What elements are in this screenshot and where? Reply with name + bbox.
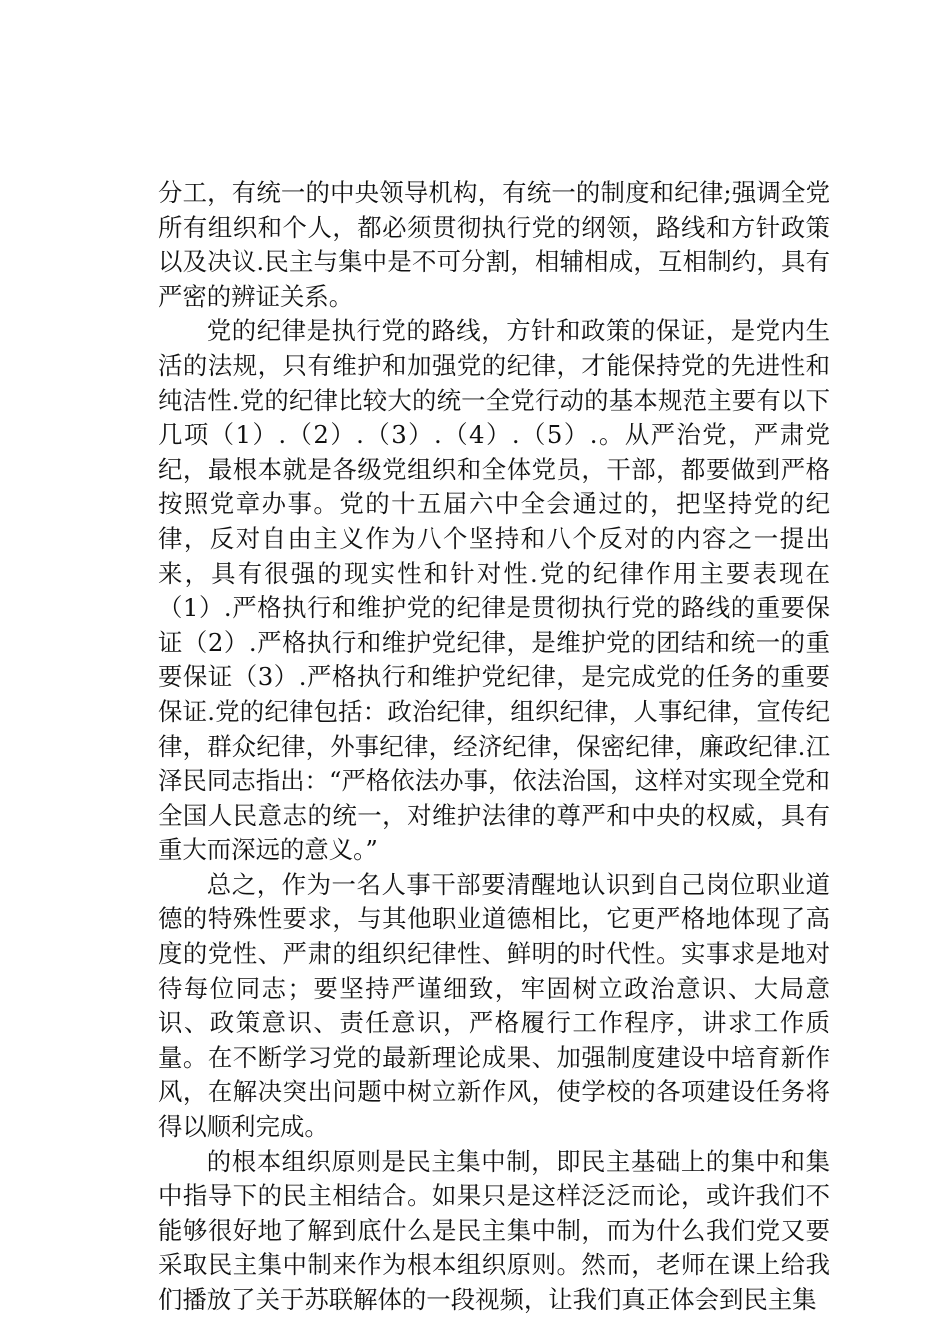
paragraph-3: 总之，作为一名人事干部要清醒地认识到自己岗位职业道德的特殊性要求，与其他职业道德相比，它更严格地体现了高度的党性、严肃的组织纪律性、鲜明的时代性。实事求是地对待每位同志；要坚持严谨细致，牢固树立政治意识、大局意识、政策意识、责任意识，严格履行工作程序，讲求工作质量。在不断学习党的最新理论成果、加强制度建设中培育新作风，在解决突出问题中树立新作风，使学校的各项建设任务将得以顺利完成。 — [158, 869, 830, 1142]
paragraph-4: 的根本组织原则是民主集中制，即民主基础上的集中和集中指导下的民主相结合。如果只是这样泛泛而论，或许我们不能够很好地了解到底什么是民主集中制，而为什么我们党又要采取民主集中制来作为根本组织原则。然而，老师在课上给我们播放了关于苏联解体的一段视频，让我们真正体会到民主集 — [158, 1146, 830, 1314]
paragraph-2: 党的纪律是执行党的路线，方针和政策的保证，是党内生活的法规，只有维护和加强党的纪律，才能保持党的先进性和纯洁性.党的纪律比较大的统一全党行动的基本规范主要有以下几项（1）.（2）.（3）.（4）.（5）.。从严治党，严肃党纪，最根本就是各级党组织和全体党员，干部，都要做到严格按照党章办事。党的十五届六中全会通过的，把坚持党的纪律，反对自由主义作为八个坚持和八个反对的内容之一提出来，具有很强的现实性和针对性.党的纪律作用主要表现在（1）.严格执行和维护党的纪律是贯彻执行党的路线的重要保证（2）.严格执行和维护党纪律，是维护党的团结和统一的重要保证（3）.严格执行和维护党纪律，是完成党的任务的重要保证.党的纪律包括：政治纪律，组织纪律，人事纪律，宣传纪律，群众纪律，外事纪律，经济纪律，保密纪律，廉政纪律.江泽民同志指出：“严格依法办事，依法治国，这样对实现全党和全国人民意志的统一，对维护法律的尊严和中央的权威，具有重大而深远的意义。” — [158, 316, 830, 865]
document-body — [158, 176, 830, 1318]
paragraph-1: 分工，有统一的中央领导机构，有统一的制度和纪律;强调全党所有组织和个人，都必须贯彻执行党的纲领，路线和方针政策以及决议.民主与集中是不可分割，相辅相成，互相制约，具有严密的辨证关系。 — [158, 178, 830, 311]
